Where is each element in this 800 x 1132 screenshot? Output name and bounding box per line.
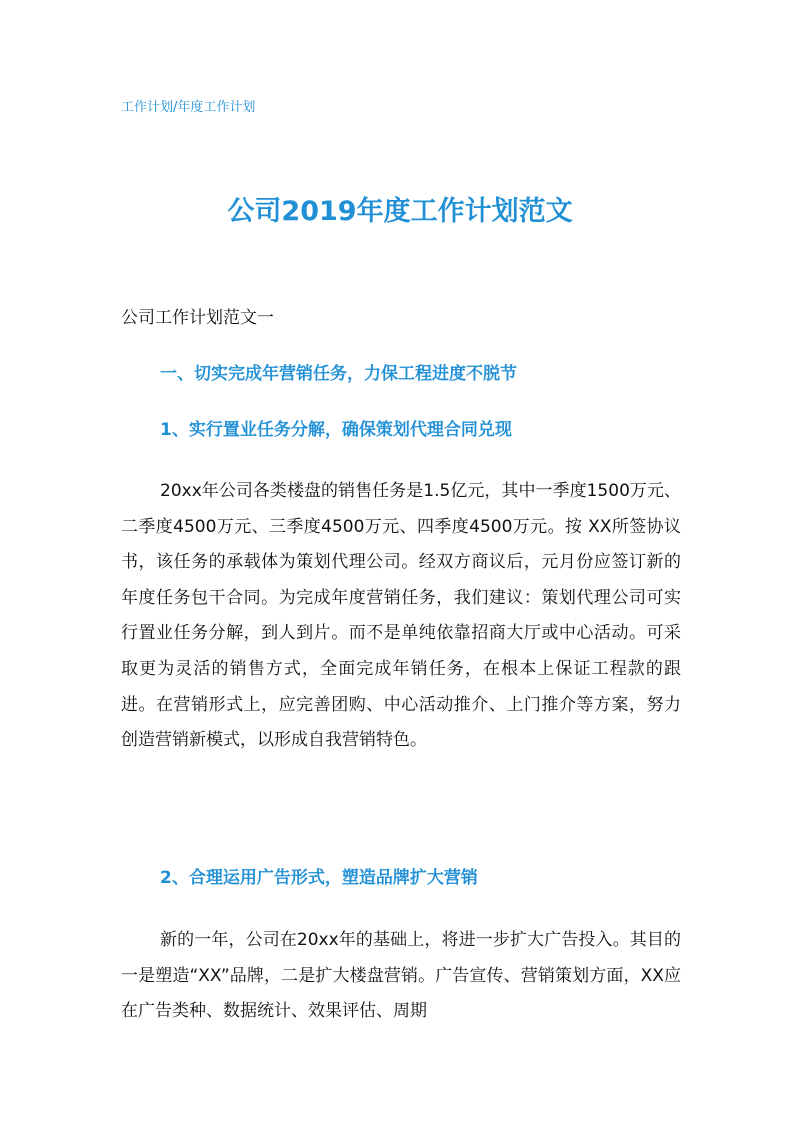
breadcrumb[interactable]: 工作计划/年度工作计划 [121, 100, 256, 115]
subheading-2: 2、合理运用广告形式，塑造品牌扩大营销 [160, 868, 478, 888]
heading-1: 一、切实完成年营销任务，力保工程进度不脱节 [160, 364, 517, 384]
paragraph-1: 20xx年公司各类楼盘的销售任务是1.5亿元，其中一季度1500万元、二季度4500万元、三季度4500万元、四季度4500万元。按 XX所签协议书，该任务的承载体为策划代理公司。经双方商议后，元月份应签订新的年度任务包干合同。为完成年度营销任务，我们建议：策划代理公司可实行置业任务分解，到人到片。而不是单纯依靠招商大厅或中心活动。可采取更为灵活的销售方式，全面完成年销任务，在根本上保证工程款的跟进。在营销形式上，应完善团购、中心活动推介、上门推介等方案，努力创造营销新模式，以形成自我营销特色。 [121, 481, 681, 751]
section-label: 公司工作计划范文一 [121, 308, 274, 328]
paragraph-2: 新的一年，公司在20xx年的基础上，将进一步扩大广告投入。其目的一是塑造“XX”品牌，二是扩大楼盘营销。广告宣传、营销策划方面，XX应在广告类种、数据统计、效果评估、周期 [121, 930, 681, 1022]
subheading-1: 1、实行置业任务分解，确保策划代理合同兑现 [160, 420, 512, 440]
document-title: 公司2019年度工作计划范文 [227, 196, 573, 227]
